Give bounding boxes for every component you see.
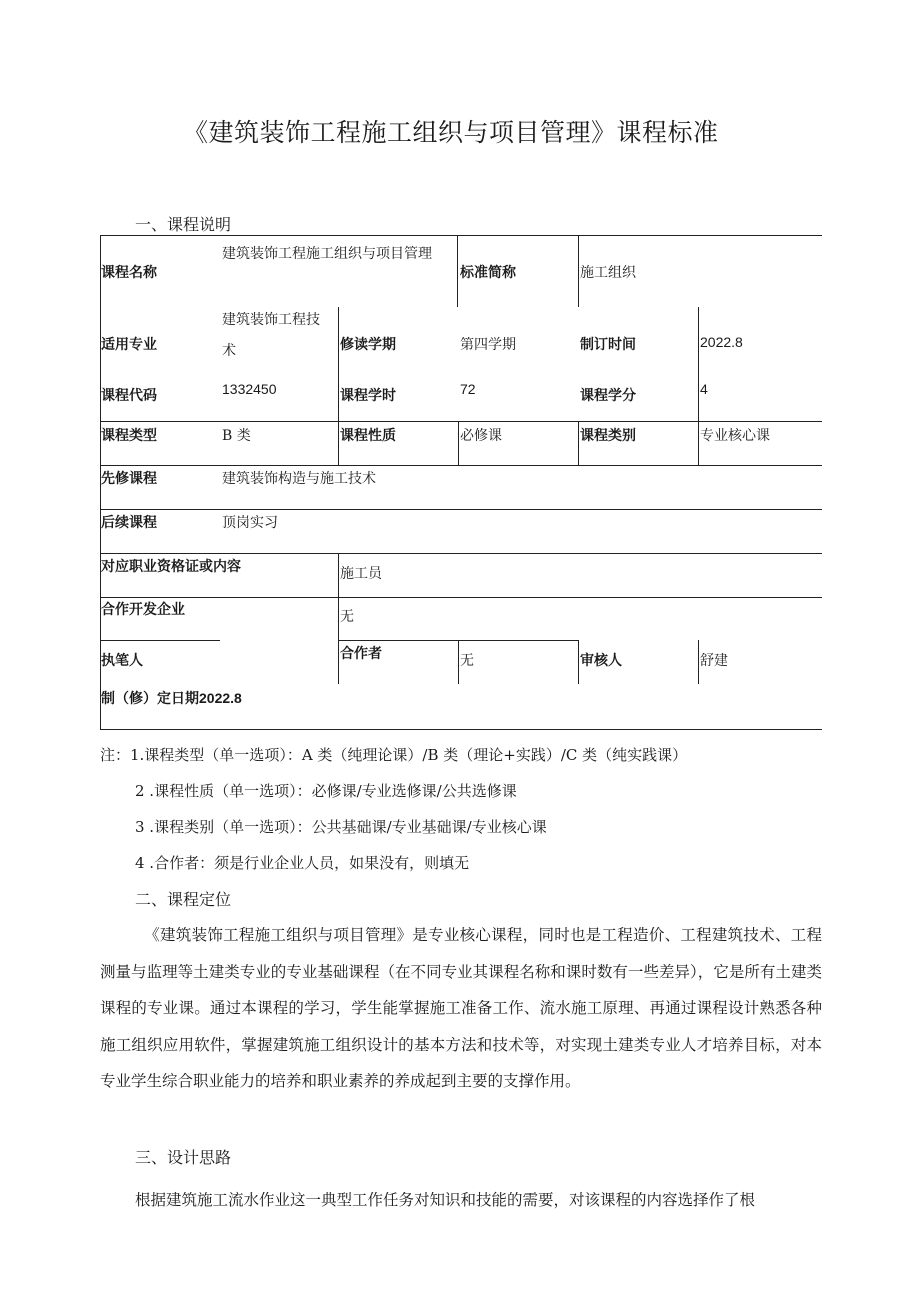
course-code-value: 1332450 bbox=[222, 381, 277, 397]
revision-date bbox=[101, 688, 242, 708]
partner-label: 合作者 bbox=[340, 646, 382, 662]
followup-value: 顶岗实习 bbox=[222, 515, 278, 531]
certificate-label: 对应职业资格证或内容 bbox=[101, 559, 241, 575]
reviewer-value: 舒建 bbox=[700, 653, 728, 669]
section-heading-course-description: 一、课程说明 bbox=[135, 215, 232, 234]
certificate-value: 施工员 bbox=[340, 566, 382, 582]
course-category-label: 课程类别 bbox=[580, 428, 636, 444]
short-name-label: 标准简称 bbox=[460, 265, 516, 281]
design-idea-paragraph: 根据建筑施工流水作业这一典型工作任务对知识和技能的需要，对该课程的内容选择作了根 bbox=[135, 1191, 756, 1209]
course-hours-label: 课程学时 bbox=[340, 388, 396, 404]
writer-label: 执笔人 bbox=[101, 653, 143, 669]
note-2: 2 .课程性质（单一选项）：必修课/专业选修课/公共选修课 bbox=[135, 782, 517, 800]
partner-value: 无 bbox=[460, 653, 474, 669]
course-name-label: 课程名称 bbox=[101, 265, 157, 281]
enterprise-label: 合作开发企业 bbox=[101, 602, 185, 618]
page-title: 《建筑装饰工程施工组织与项目管理》课程标准 bbox=[183, 118, 719, 147]
note-3: 3 .课程类别（单一选项）：公共基础课/专业基础课/专业核心课 bbox=[135, 818, 547, 836]
course-code-label: 课程代码 bbox=[101, 388, 157, 404]
course-nature-value: 必修课 bbox=[460, 428, 502, 444]
course-nature-label: 课程性质 bbox=[340, 428, 396, 444]
reviewer-label: 审核人 bbox=[580, 653, 622, 669]
section-heading-positioning: 二、课程定位 bbox=[135, 890, 232, 909]
enterprise-value: 无 bbox=[340, 609, 354, 625]
made-time-label: 制订时间 bbox=[580, 337, 636, 353]
short-name-value: 施工组织 bbox=[580, 265, 636, 281]
followup-label: 后续课程 bbox=[101, 515, 157, 531]
positioning-text: 《建筑装饰工程施工组织与项目管理》是专业核心课程，同时也是工程造价、工程建筑技术、工程测量与监理等土建类专业的专业基础课程（在不同专业其课程名称和课时数有一些差异），它是所有土建类课程的专业课。通过本课程的学习，学生能掌握施工准备工作、流水施工原理、再通过课程设计熟悉各种施工组织应用软件，掌握建筑施工组织设计的基本方法和技术等，对实现土建类专业人才培养目标，对本专业学生综合职业能力的培养和职业素养的养成起到主要的支撑作用。 bbox=[100, 926, 822, 1091]
note-4: 4 .合作者：须是行业企业人员，如果没有，则填无 bbox=[135, 854, 470, 872]
positioning-paragraph bbox=[100, 917, 822, 1100]
made-time-value: 2022.8 bbox=[700, 334, 743, 350]
prereq-label: 先修课程 bbox=[101, 471, 157, 487]
revision-date-value: 2022.8 bbox=[199, 690, 242, 706]
major-value-line1: 建筑装饰工程技 bbox=[222, 312, 320, 328]
semester-value: 第四学期 bbox=[460, 337, 516, 353]
note-1: 注：1.课程类型（单一选项）：A 类（纯理论课）/B 类（理论+实践）/C 类（纯实践课） bbox=[100, 746, 688, 764]
prereq-value: 建筑装饰构造与施工技术 bbox=[222, 471, 376, 487]
course-type-value: B 类 bbox=[222, 428, 251, 444]
major-label: 适用专业 bbox=[101, 337, 157, 353]
section-heading-design-idea: 三、设计思路 bbox=[135, 1148, 232, 1167]
course-category-value: 专业核心课 bbox=[700, 428, 770, 444]
course-type-label: 课程类型 bbox=[101, 428, 157, 444]
revision-date-label: 制（修）定日期 bbox=[101, 691, 199, 707]
semester-label: 修读学期 bbox=[340, 337, 396, 353]
course-hours-value: 72 bbox=[460, 381, 476, 397]
major-value-line2: 术 bbox=[222, 343, 236, 359]
course-credit-label: 课程学分 bbox=[580, 388, 636, 404]
course-credit-value: 4 bbox=[700, 381, 708, 397]
course-name-value: 建筑装饰工程施工组织与项目管理 bbox=[222, 246, 432, 262]
